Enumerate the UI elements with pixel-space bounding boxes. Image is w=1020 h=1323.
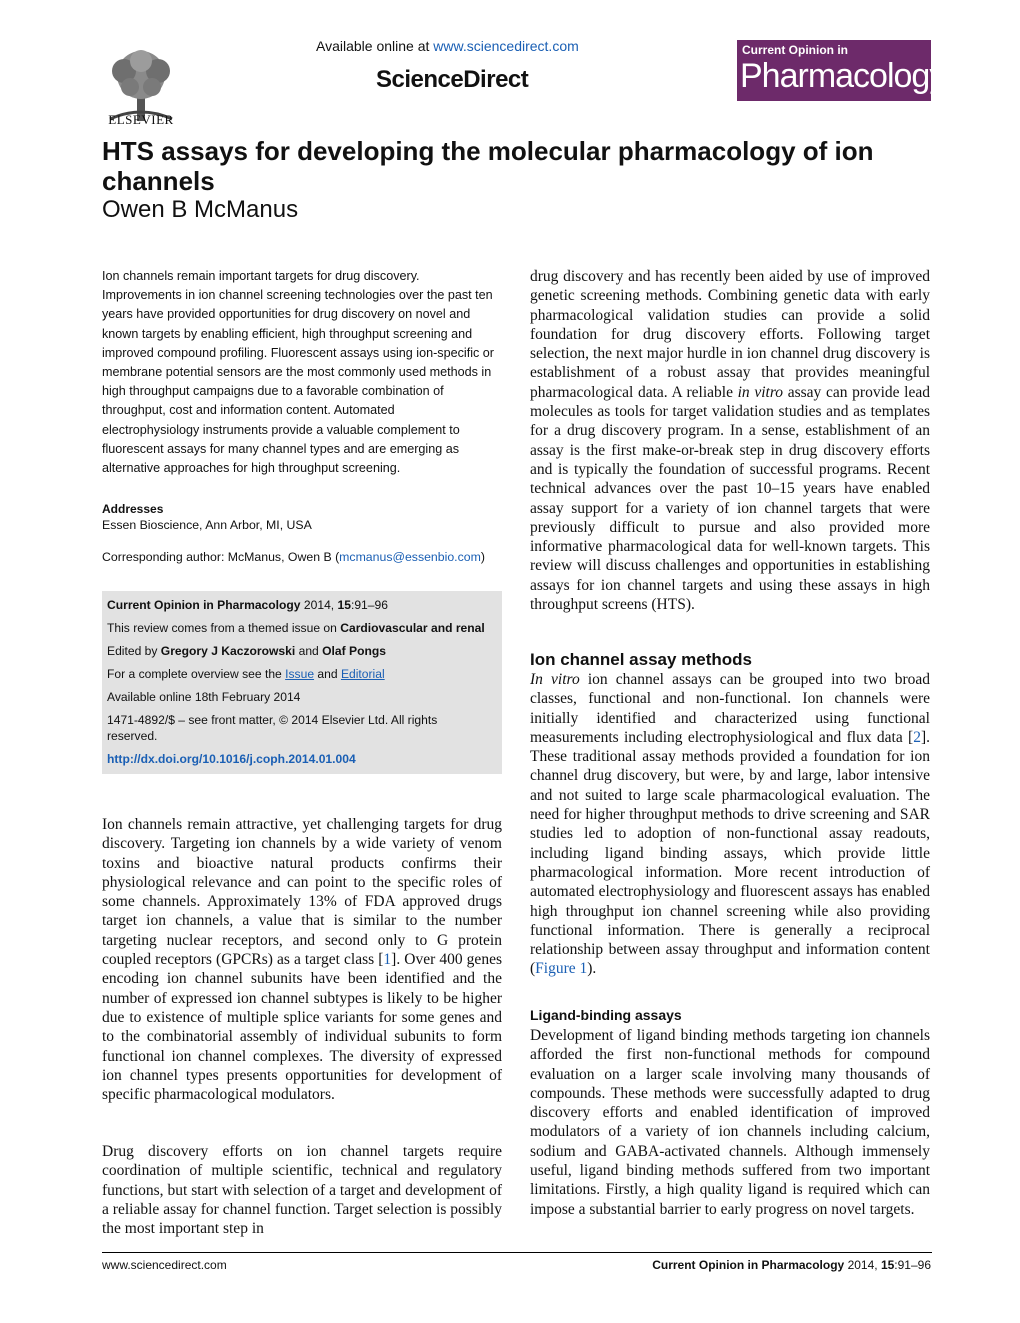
footer-year: 2014, (844, 1258, 881, 1272)
figure-1-link[interactable]: Figure 1 (535, 960, 588, 978)
citation-journal: Current Opinion in Pharmacology (107, 598, 301, 612)
rights-line-2: reserved. (107, 729, 158, 743)
body-paragraph-4-part-c: ). (587, 960, 597, 978)
body-paragraph-4-part-a: ion channel assays can be grouped into two broad classes, functional and non-functional. Ion channels were initially identified and characterized using functional measurements including electrophysiological and flux data [ (530, 671, 930, 746)
article-info-box (102, 591, 502, 774)
corresponding-author (102, 550, 485, 564)
sciencedirect-brand: ScienceDirect (376, 66, 529, 93)
footer-pages: :91–96 (894, 1258, 931, 1272)
editors-and: and (295, 644, 323, 658)
reference-1-link[interactable]: 1 (383, 951, 392, 969)
address-text: Essen Bioscience, Ann Arbor, MI, USA (102, 518, 312, 532)
editorial-link[interactable]: Editorial (340, 667, 385, 681)
body-paragraph-3-part-b: assay can provide lead molecules as tools for target validation studies and as templates for a drug discovery program. In a sense, establishment of an assay is the first make-or-break step in drug discovery efforts and is typically the foundation of successful programs. Recent technical advances over the past 10–15 years have enabled assay support for a variety of ion channel targets that were previously difficult to pursue and also provided more informative pharmacological data for well-known targets. This review will discuss challenges and opportunities in establishing assays for ion channel targets and using these assays in high throughput screens (HTS). (530, 383, 930, 614)
body-paragraph-2: Drug discovery efforts on ion channel targets require coordination of multiple scientific, technical and regulatory functions, but start with selection of a target and development of a reliable assay for channel function. Target selection is possibly the most important step in (102, 1143, 502, 1238)
citation-year: 2014, (300, 598, 338, 612)
body-paragraph-1-part-a: Ion channels remain attractive, yet challenging targets for drug discovery. Targeting ion channels by a wide variety of venom toxins and bioactive natural products confirms their physiological relevance and can point to the specific roles of some channels. Approximately 13% of FDA approved drugs target ion channels, a value that is similar to the number targeting nuclear receptors, and second only to G protein coupled receptors (GPCRs) as a target class [ (102, 816, 502, 969)
journal-logo-small: Current Opinion in (742, 43, 848, 57)
available-online-line (316, 38, 579, 54)
editor-1: Gregory J Kaczorowski (160, 644, 296, 658)
corresponding-prefix: Corresponding author: McManus, Owen B ( (102, 550, 340, 564)
sciencedirect-link[interactable]: www.sciencedirect.com (433, 38, 579, 54)
issue-link[interactable]: Issue (285, 667, 315, 681)
in-vitro-italic-2: In vitro (530, 671, 580, 688)
overview-line (107, 667, 385, 681)
body-paragraph-1 (102, 815, 502, 1104)
available-prefix: Available online at (316, 38, 434, 54)
theme-prefix: This review comes from a themed issue on (107, 621, 341, 635)
footer-citation (652, 1258, 931, 1272)
footer-divider (102, 1252, 932, 1253)
footer-journal: Current Opinion in Pharmacology (652, 1258, 845, 1272)
editor-2: Olaf Pongs (322, 644, 386, 658)
body-paragraph-3-part-a: drug discovery and has recently been aided by use of improved genetic screening methods. Combining genetic data with early pharmacological validation studies can provide a solid foundation for drug discovery efforts. Following target selection, the next major hurdle in ion channel drug discovery is establishment of a robust assay that provides meaningful pharmacological data. A reliable (530, 268, 930, 401)
abstract: Ion channels remain important targets for drug discovery. Improvements in ion channel screening technologies over the past ten years have provided opportunities for drug discovery on novel and known targets by enabling efficient, high throughput screening and improved compound profiling. Fluorescent assays using ion-specific or membrane potential sensors are the most commonly used methods in high throughput campaigns due to a favorable combination of throughput, cost and information content. Automated electrophysiology instruments provide a valuable complement to fluorescent assays for many channel types and are emerging as alternative approaches for high throughput screening. (102, 269, 494, 476)
citation-pages: :91–96 (350, 598, 388, 612)
body-paragraph-5: Development of ligand binding methods targeting ion channels afforded the first non-functional methods for compound evaluation on a larger scale involving many thousands of compounds. These methods were successfully adapted to drug discovery efforts and enabled identification of improved modulators of a variety of ion channels including calcium, sodium and GABA-activated channels. Although immensely useful, ligand binding methods suffered from two important limitations. Firstly, a high quality ligand is required which can impose a substantial barrier to early progress on novel targets. (530, 1027, 930, 1218)
article-author: Owen B McManus (102, 196, 299, 223)
corresponding-suffix: ) (480, 550, 485, 564)
in-vitro-italic: in vitro (737, 383, 784, 401)
article-title: HTS assays for developing the molecular pharmacology of ion channels (102, 136, 874, 196)
publisher-logo-text: ELSEVIER (108, 112, 174, 127)
themed-issue-line (107, 621, 485, 635)
editors-line (107, 644, 386, 658)
corresponding-email-link[interactable]: mcmanus@essenbio.com (339, 550, 481, 564)
citation-line (107, 598, 388, 612)
footer-url: www.sciencedirect.com (102, 1258, 227, 1272)
journal-logo-box (737, 40, 946, 101)
addresses-heading: Addresses (102, 502, 164, 516)
theme-name: Cardiovascular and renal (340, 621, 485, 635)
overview-prefix: For a complete overview see the (107, 667, 286, 681)
edited-prefix: Edited by (107, 644, 161, 658)
subsection-heading-ligand-binding: Ligand-binding assays (530, 1007, 682, 1023)
overview-and: and (314, 667, 341, 681)
rights-line-1: 1471-4892/$ – see front matter, © 2014 Elsevier Ltd. All rights (107, 713, 438, 727)
available-online-date: Available online 18th February 2014 (107, 690, 301, 704)
body-paragraph-3 (530, 267, 930, 614)
reference-2-link[interactable]: 2 (913, 728, 921, 746)
section-heading-assay-methods: Ion channel assay methods (530, 650, 753, 669)
citation-volume: 15 (337, 598, 351, 612)
doi-link[interactable] (107, 752, 356, 766)
journal-logo-big: Pharmacology (740, 57, 946, 95)
footer-volume: 15 (880, 1258, 895, 1272)
body-paragraph-4 (530, 670, 930, 979)
body-paragraph-1-part-b: ]. Over 400 genes encoding ion channel subunits have been identified and the number of expressed ion channel subtypes is likely to be higher due to existence of multiple splice variants for some genes and to the combinatorial assembly of individual subunits to form functional ion channel complexes. The diversity of expressed ion channel types presents opportunities for development of specific pharmacological modulators. (102, 951, 502, 1104)
body-paragraph-4-part-b: ]. These traditional assay methods provided a foundation for ion channel drug discovery, but were, by and large, labor intensive and not suited to large scale pharmacological evaluation. The need for higher throughput methods to drive screening and SAR studies led to adoption of non-functional assay readouts, including ligand binding assays, which provide little pharmacological information. More recent introduction of automated electrophysiology and fluorescent assays has enabled high throughput ion channel screening while also providing functional information. There is generally a reciprocal relationship between assay throughput and information content ( (530, 728, 930, 978)
doi-link-text[interactable]: http://dx.doi.org/10.1016/j.coph.2014.01.004 (107, 752, 356, 766)
